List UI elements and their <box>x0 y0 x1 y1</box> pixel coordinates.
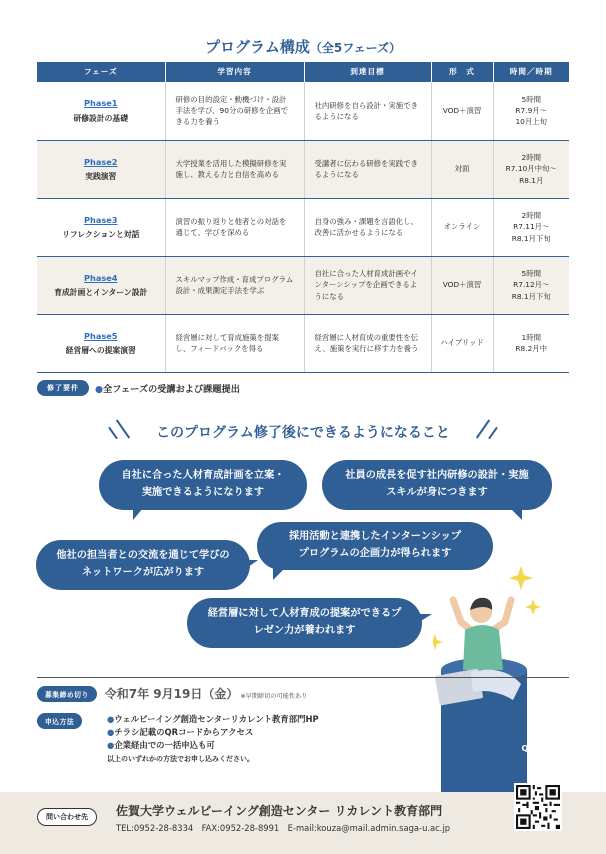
outcome-text: 経営層に対して人材育成の提案ができるプレゼン力が養われます <box>207 608 402 636</box>
format-cell: オンライン <box>431 198 493 256</box>
phase-link[interactable]: Phase3 <box>84 214 118 225</box>
deadline-date <box>105 685 308 702</box>
contact-details: TEL:0952-28-8334 FAX:0952-28-8991 E-mail:kouza@mail.admin.saga-u.ac.jp <box>116 823 451 833</box>
outcome-text: 採用活動と連携したインターンシップ <box>288 531 462 543</box>
phase-cell <box>37 256 165 314</box>
time-cell <box>493 314 569 372</box>
phase-name: 経営層への提案演習 <box>65 345 136 355</box>
bubble-tail <box>133 508 143 520</box>
sparkle-icon <box>433 634 443 650</box>
bubble-tail <box>510 508 522 520</box>
phase-link[interactable]: Phase2 <box>84 156 118 167</box>
time-period-end: R8.1月下旬 <box>511 233 551 243</box>
bullet-icon: ● <box>107 714 115 724</box>
bubble-tail <box>416 614 432 624</box>
qr-code-icon[interactable] <box>514 783 562 831</box>
header-time: 時間／時期 <box>493 62 569 82</box>
program-title-sub: （全5フェーズ） <box>309 41 401 55</box>
deadline-label: 募集締め切り <box>37 686 97 702</box>
apply-item-text: チラシ記載のQRコードからアクセス <box>114 727 254 738</box>
content-cell: 経営層に対して育成施策を提案し、フィードバックを得る <box>165 314 304 372</box>
outcome-text: 他社の担当者との交流を通じて学びのネットワークが広がります <box>56 550 230 578</box>
time-period: R7.12月～ <box>513 280 550 290</box>
contact-label: 問い合わせ先 <box>37 808 97 826</box>
phase-cell <box>37 198 165 256</box>
apply-row <box>37 713 82 729</box>
deadline-date-value: 令和7年 9月19日（金） <box>104 687 239 701</box>
completion-text-value: 全フェーズの受講および課題提出 <box>103 384 240 395</box>
completion-text <box>95 381 240 395</box>
content-cell: 大学授業を活用した模擬研修を実施し、教える力と自信を高める <box>165 140 304 198</box>
content-cell: スキルマップ作成・育成プログラム設計・成果測定手法を学ぶ <box>165 256 304 314</box>
phase-cell <box>37 140 165 198</box>
table-row <box>37 314 569 372</box>
time-period: R7.10月中旬～ <box>505 164 557 174</box>
list-item <box>107 726 319 739</box>
apply-note: 以上のいずれかの方法でお申し込みください。 <box>107 755 254 764</box>
goal-cell: 経営層に人材育成の重要性を伝え、施策を実行に移す力を養う <box>304 314 431 372</box>
time-period: R7.9月～ <box>515 106 548 116</box>
time-hours: 1時間 <box>521 332 541 342</box>
goal-cell: 社内研修を自ら設計・実施できるようになる <box>304 82 431 140</box>
phase-cell <box>37 314 165 372</box>
goal-cell: 自身の強み・課題を言語化し、改善に活かせるようになる <box>304 198 431 256</box>
table-header-row <box>37 62 569 82</box>
sparkle-icon <box>509 566 533 590</box>
bullet-icon: ● <box>95 384 104 395</box>
header-content: 学習内容 <box>165 62 304 82</box>
program-title-main: プログラム構成 <box>204 38 310 56</box>
bullet-icon: ● <box>107 727 115 738</box>
format-cell: 対面 <box>431 140 493 198</box>
apply-list <box>107 713 319 765</box>
time-cell <box>493 140 569 198</box>
content-cell: 演習の振り返りと他者との対話を通じて、学びを深める <box>165 198 304 256</box>
bubble-tail <box>273 568 285 580</box>
outcome-text: プログラムの企画力が得られます <box>298 548 452 559</box>
deadline-row <box>37 685 307 702</box>
phase-name: 研修設計の基礎 <box>73 113 129 123</box>
format-cell: VOD＋演習 <box>431 256 493 314</box>
completion-requirement <box>37 380 240 396</box>
outcome-text: 自社に合った人材育成計画を立案・実施できるようになります <box>121 470 285 498</box>
header-format: 形 式 <box>431 62 493 82</box>
list-item <box>107 713 319 726</box>
time-period: R8.2月中 <box>515 344 548 353</box>
time-hours: 5時間 <box>521 95 541 105</box>
time-hours: 5時間 <box>521 269 541 279</box>
time-hours: 2時間 <box>521 211 541 221</box>
apply-item-text: 企業経由での一括申込も可 <box>114 740 215 751</box>
person-shirt <box>463 625 503 670</box>
table-row <box>37 198 569 256</box>
hp-label-line: HP <box>533 734 547 743</box>
person-arm <box>493 600 511 630</box>
deadline-note: ※早期締切の可能性あり <box>240 693 308 700</box>
outcome-text: 社員の成長を促す社内研修の設計・実施スキルが身につきます <box>345 470 529 498</box>
outcome-bubble <box>187 598 422 648</box>
format-cell: VOD＋演習 <box>431 82 493 140</box>
person-arm <box>453 600 471 630</box>
outcomes-heading: このプログラム修了後にできるようになること <box>156 425 450 441</box>
program-title <box>0 36 606 57</box>
phase-cell <box>37 82 165 140</box>
section-divider <box>37 677 569 678</box>
organization-name: 佐賀大学ウェルビーイング創造センター リカレント教育部門 <box>116 804 443 818</box>
outcome-bubble <box>36 540 250 590</box>
hp-qr-label <box>520 734 560 755</box>
time-cell <box>493 82 569 140</box>
table-row <box>37 256 569 314</box>
table-row <box>37 140 569 198</box>
goal-cell: 受講者に伝わる研修を実践できるようになる <box>304 140 431 198</box>
phase-name: 育成計画とインターン設計 <box>54 287 148 297</box>
bubble-tail <box>244 560 258 570</box>
person-illustration <box>433 560 553 800</box>
time-cell <box>493 198 569 256</box>
phase-name: リフレクションと対話 <box>62 229 140 239</box>
phase-link[interactable]: Phase1 <box>84 98 118 109</box>
phase-name: 実践演習 <box>85 171 117 181</box>
table-row <box>37 82 569 140</box>
sparkle-icon <box>525 599 541 615</box>
goal-cell: 自社に合った人材育成計画やインターンシップを企画できるようになる <box>304 256 431 314</box>
qr-label-line: QRコード <box>521 744 559 754</box>
program-table <box>37 62 569 373</box>
phase-link[interactable]: Phase5 <box>84 330 118 341</box>
phase-link[interactable]: Phase4 <box>84 272 118 283</box>
completion-label: 修了要件 <box>37 380 89 396</box>
outcome-bubble <box>322 460 552 510</box>
apply-label: 申込方法 <box>37 713 82 729</box>
time-period-end: R8.1月 <box>519 175 544 185</box>
time-period-end: R8.1月下旬 <box>511 291 551 301</box>
list-item <box>107 739 319 752</box>
bullet-icon: ● <box>107 740 115 751</box>
header-phase: フェーズ <box>37 62 165 82</box>
time-cell <box>493 256 569 314</box>
format-cell: ハイブリッド <box>431 314 493 372</box>
time-period: R7.11月～ <box>513 222 550 232</box>
outcome-bubble <box>99 460 307 510</box>
content-cell: 研修の目的設定・動機づけ・設計手法を学び、90分の研修を企画できる力を養う <box>165 82 304 140</box>
time-period-end: 10月上旬 <box>515 117 548 127</box>
apply-item-text: ウェルビーイング創造センターリカレント教育部門HP <box>114 714 319 724</box>
time-hours: 2時間 <box>521 153 541 163</box>
header-goal: 到達目標 <box>304 62 431 82</box>
